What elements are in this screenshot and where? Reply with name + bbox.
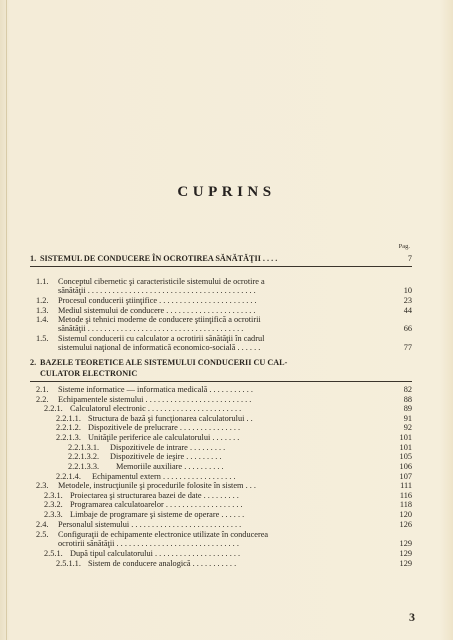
entry-number: 2.3.1.	[44, 491, 63, 500]
entry-number: 2.3.3.	[44, 510, 63, 519]
entry-text: Metode şi tehnici moderne de conducere ştiinţifică a ocrotirii	[58, 315, 261, 324]
entry-page: 77	[403, 343, 412, 353]
entry-number: 2.2.1.3.2.	[68, 452, 100, 461]
entry-page: 23	[403, 296, 412, 305]
entry-page: 82	[403, 385, 412, 394]
entry-text: Personalul sistemului . . . . . . . . . . . . . . . . . . . . . . . . . . .	[58, 520, 242, 529]
entry-text: Sisteme informatice — informatica medicală . . . . . . . . . . .	[58, 385, 253, 394]
entry-page: 44	[403, 306, 412, 315]
entry-page: 118	[399, 500, 412, 509]
entry-number: 2.2.1.2.	[56, 423, 81, 432]
entry-text: Conceptul cibernetic şi caracteristicile sistemului de ocrotire a	[58, 277, 265, 286]
page-number: 3	[409, 610, 415, 624]
entry-page: 10	[403, 286, 412, 296]
entry-number: 2.3.2.	[44, 500, 63, 509]
entry-text: Calculatorul electronic . . . . . . . . . . . . . . . . . . . . . . .	[70, 404, 242, 413]
entry-text-continued: sănătăţii . . . . . . . . . . . . . . . . . . . . . . . . . . . . . . . . . . . . . .	[58, 324, 244, 334]
entry-page: 107	[399, 472, 412, 481]
section-1-rule	[30, 266, 412, 267]
section-page: 7	[407, 254, 412, 263]
entry-text: Sistem de conducere analogică . . . . . . . . . . .	[88, 559, 237, 568]
entry-page: 92	[403, 423, 412, 432]
entry-text: Metodele, instrucţiunile şi procedurile folosite în sistem . . .	[58, 481, 256, 490]
entry-page: 89	[403, 404, 412, 413]
entry-page: 101	[399, 433, 412, 442]
section-2-heading	[30, 358, 412, 379]
section-1-heading	[30, 254, 412, 265]
entry-text: Unităţile periferice ale calculatorului . . . . . . .	[88, 433, 240, 442]
entry-page: 129	[399, 559, 412, 568]
entry-number: 2.3.	[36, 481, 49, 490]
entry-text: Limbaje de programare şi sisteme de operare . . . . . .	[70, 510, 245, 519]
page-fold	[6, 0, 7, 640]
entry-number: 2.1.	[36, 385, 49, 394]
toc-title: CUPRINS	[177, 184, 276, 200]
pag-label: Pag.	[398, 243, 410, 250]
section-2-rule	[30, 381, 412, 382]
entry-text: Echipamentul extern . . . . . . . . . . . . . . . . . .	[92, 472, 236, 481]
entry-number: 2.2.1.4.	[56, 472, 81, 481]
entry-number: 2.2.1.3.1.	[68, 443, 100, 452]
entry-number: 2.5.1.1.	[56, 559, 81, 568]
entry-text: Proiectarea şi structurarea bazei de date . . . . . . . . .	[70, 491, 239, 500]
entry-text: Echipamentele sistemului . . . . . . . . . . . . . . . . . . . . . . . . . .	[58, 395, 252, 404]
entry-text: Programarea calculatoarelor . . . . . . . . . . . . . . . . . . .	[70, 500, 243, 509]
entry-text: Memoriile auxiliare . . . . . . . . . .	[116, 462, 224, 471]
entry-page: 91	[403, 414, 412, 423]
entry-text: După tipul calculatorului . . . . . . . . . . . . . . . . . . . . .	[70, 549, 241, 558]
section-title-continued: CULATOR ELECTRONIC	[40, 368, 138, 378]
entry-number: 2.5.	[36, 530, 49, 539]
entry-page: 88	[403, 395, 412, 404]
entry-page: 116	[399, 491, 412, 500]
entry-page: 129	[399, 549, 412, 558]
section-title: BAZELE TEORETICE ALE SISTEMULUI CONDUCERII CU CAL-	[40, 358, 288, 367]
section-number: 2.	[30, 358, 37, 367]
entry-text-continued: sistemului naţional de informatică economico-socială . . . . . .	[58, 343, 261, 353]
entry-number: 2.2.1.	[44, 404, 63, 413]
section-number: 1.	[30, 254, 37, 263]
entry-text: Dispozitivele de prelucrare . . . . . . . . . . . . . . .	[88, 423, 241, 432]
entry-number: 1.3.	[36, 306, 49, 315]
entry-page: 120	[399, 510, 412, 519]
entry-page: 129	[399, 539, 412, 549]
entry-page: 106	[399, 462, 412, 471]
entry-text: Sistemul conducerii cu calculator a ocrotirii sănătăţii în cadrul	[58, 334, 265, 343]
entry-number: 2.2.1.3.3.	[68, 462, 100, 471]
entry-text: Mediul sistemului de conducere . . . . . . . . . . . . . . . . . . . . . .	[58, 306, 256, 315]
entry-text-continued: ocrotirii sănătăţii . . . . . . . . . . . . . . . . . . . . . . . . . . . . . .	[58, 539, 239, 549]
entry-page: 105	[399, 452, 412, 461]
entry-text: Configuraţii de echipamente electronice utilizate în conducerea	[58, 530, 269, 539]
entry-number: 1.5.	[36, 334, 49, 343]
section-title: SISTEMUL DE CONDUCERE ÎN OCROTIREA SĂNĂTĂŢII . . . .	[40, 254, 278, 263]
entry-number: 2.2.1.3.	[56, 433, 81, 442]
entry-number: 1.4.	[36, 315, 49, 324]
entry-text: Procesul conducerii ştiinţifice . . . . . . . . . . . . . . . . . . . . . . . .	[58, 296, 257, 305]
entry-number: 2.5.1.	[44, 549, 63, 558]
entry-number: 2.2.	[36, 395, 49, 404]
entry-page: 126	[399, 520, 412, 529]
entry-text: Dispozitivele de intrare . . . . . . . . .	[110, 443, 226, 452]
entry-text-continued: sănătăţii . . . . . . . . . . . . . . . . . . . . . . . . . . . . . . . . . . . . . . . . .	[58, 286, 256, 296]
toc-entry	[36, 277, 412, 296]
entry-page: 101	[399, 443, 412, 452]
entry-number: 1.1.	[36, 277, 49, 286]
entry-number: 2.4.	[36, 520, 49, 529]
entry-number: 1.2.	[36, 296, 49, 305]
entry-text: Structura de bază şi funcţionarea calculatorului . .	[88, 414, 253, 423]
entry-text: Dispozitivele de ieşire . . . . . . . . .	[110, 452, 222, 461]
entry-page: 66	[403, 324, 412, 334]
entry-number: 2.2.1.1.	[56, 414, 81, 423]
entry-page: 111	[400, 481, 412, 490]
